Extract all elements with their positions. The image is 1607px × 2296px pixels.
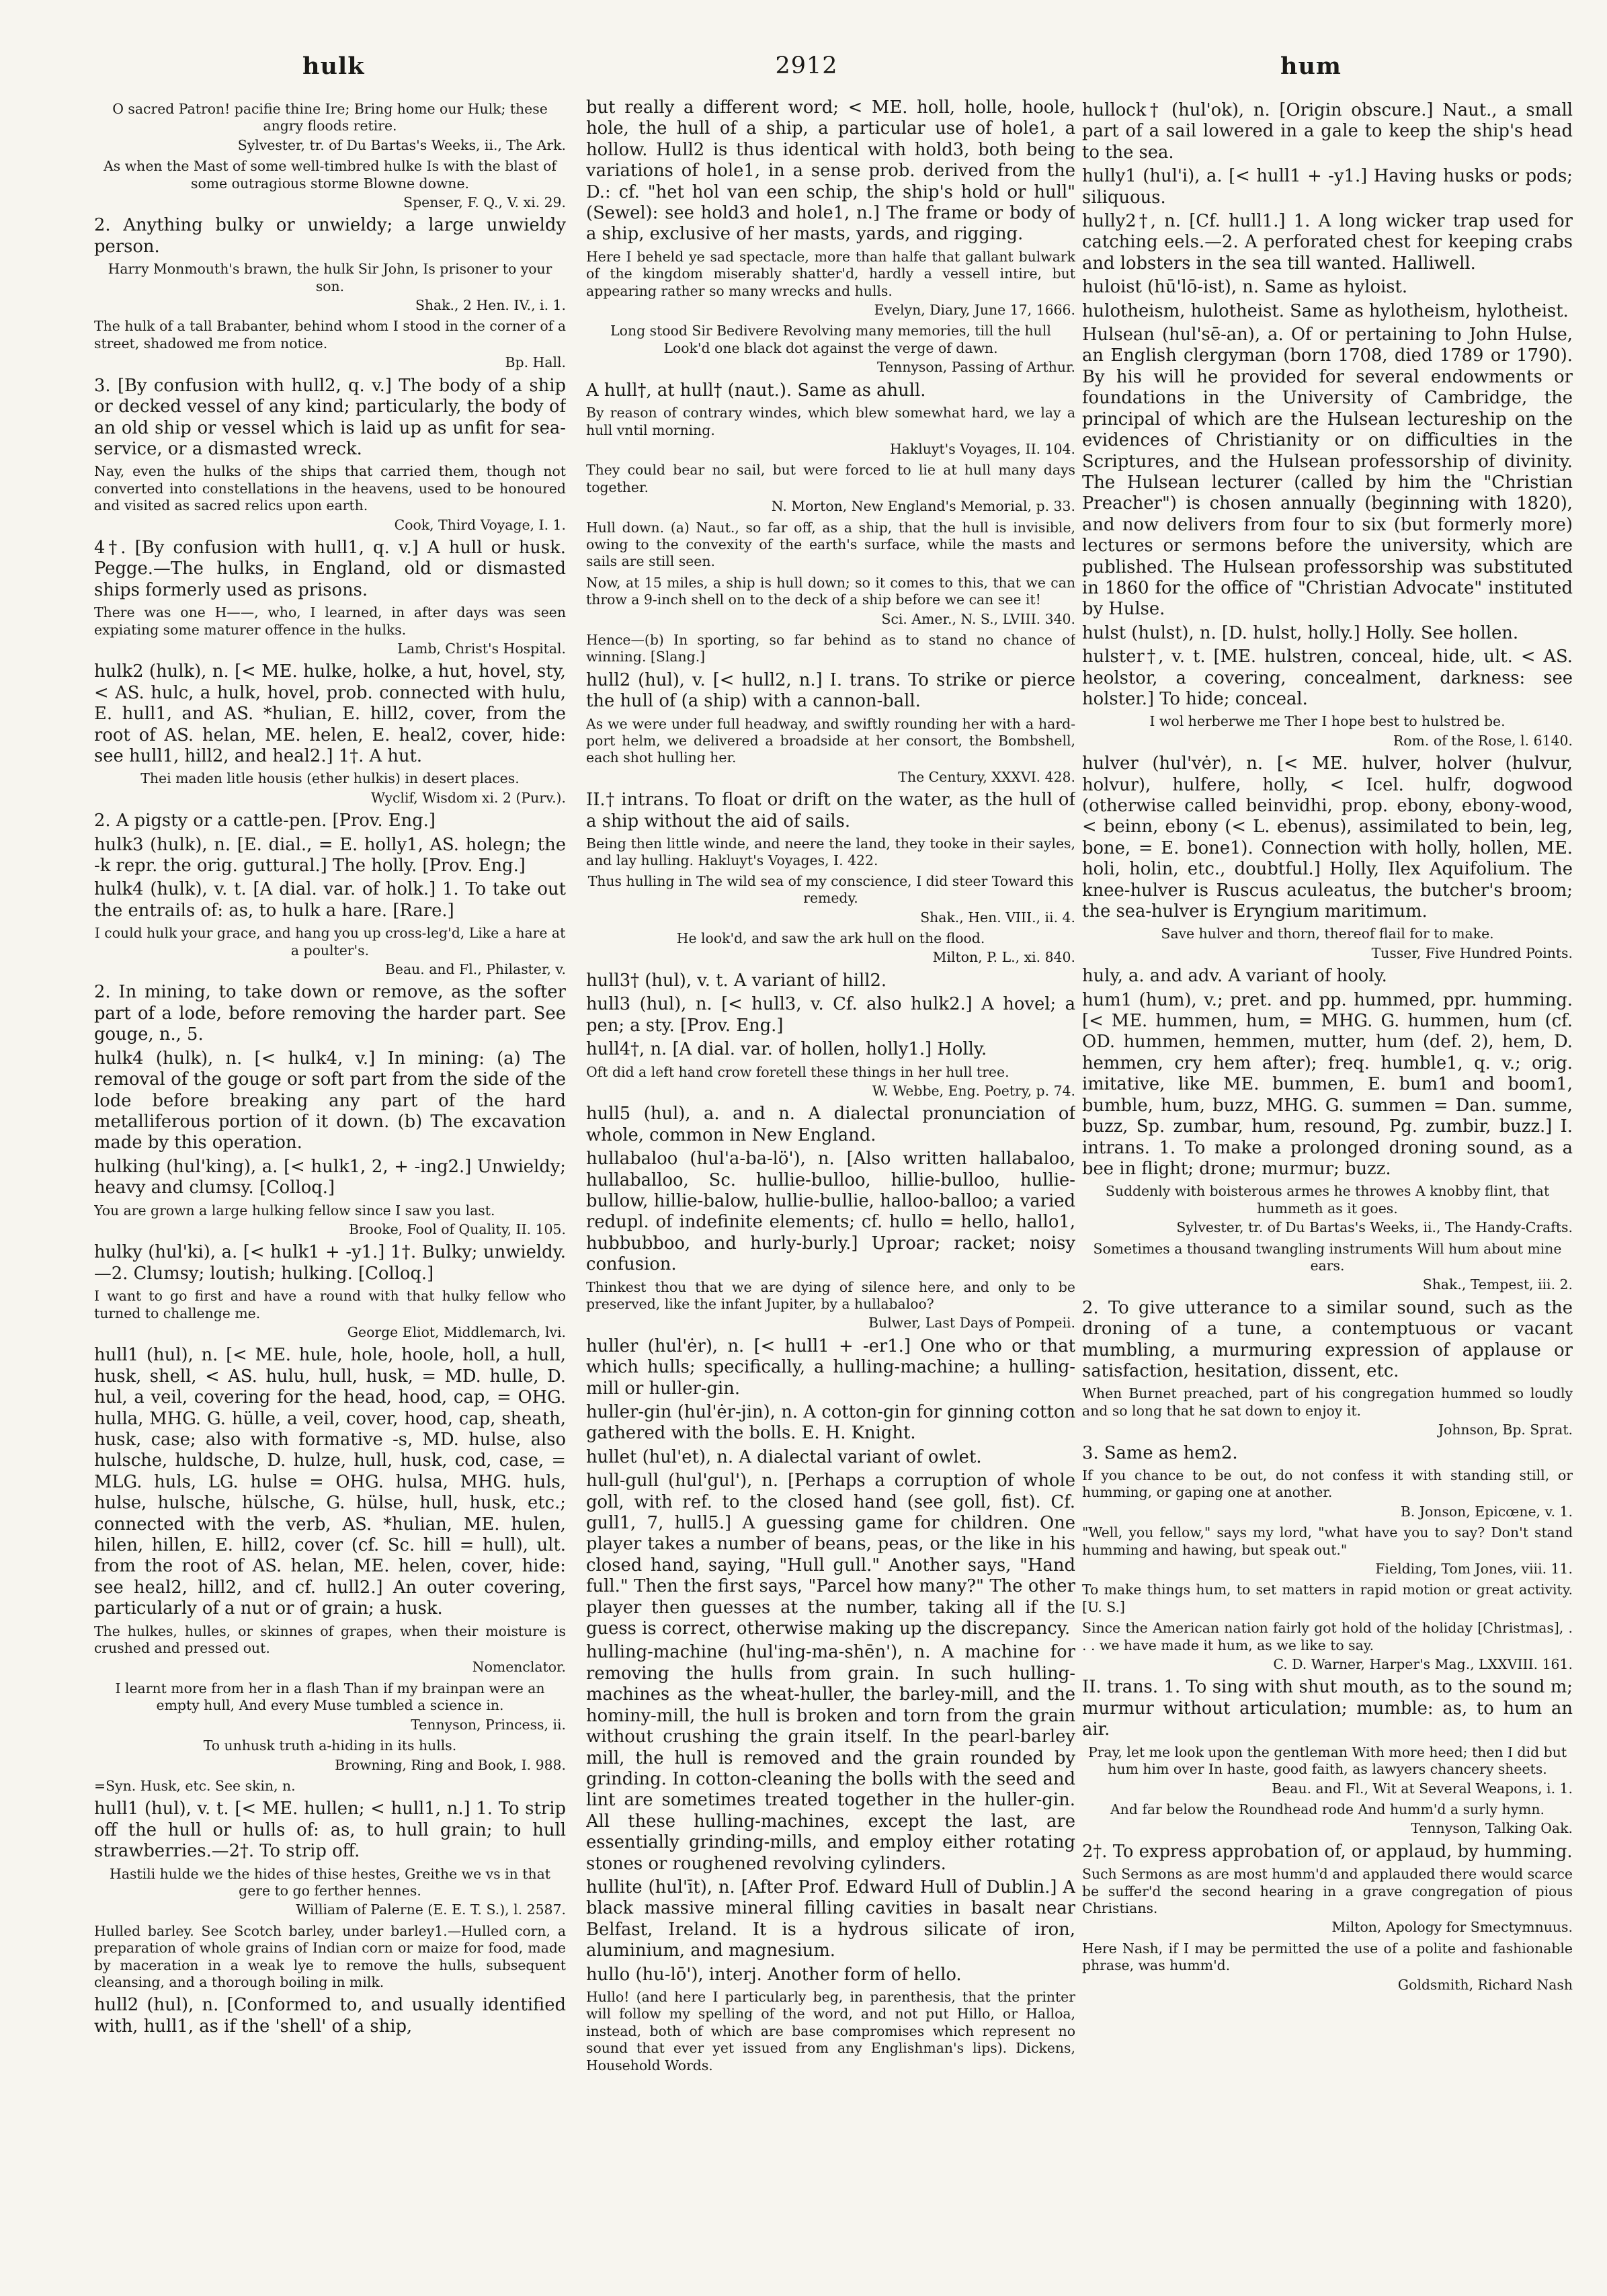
citation: Lamb, Christ's Hospital.: [397, 640, 566, 657]
citation: Shak., Hen. VIII., ii. 4.: [920, 909, 1075, 926]
verse-quotation: As when the Mast of some well-timbred hulke Is with the blast of some outragious storme Blowne downe.: [104, 158, 557, 192]
dictionary-entry: hull1 (hul), v. t. [< ME. hullen; < hull1, n.] 1. To strip off the hull or hulls of: as, to hull grain; to hull strawberries.—2†. To strip off.: [94, 1799, 566, 1862]
verse-quotation: O sacred Patron! pacifie thine Ire; Bring home our Hulk; these angry floods retire.: [112, 101, 548, 134]
column-right: [1082, 97, 1573, 2282]
right-guide-word: hum: [1280, 52, 1342, 80]
quotation: There was one H——, who, I learned, in after days was seen expiating some maturer offence in the hulks.: [94, 604, 566, 638]
entry-sense: 2. A pigsty or a cattle-pen. [Prov. Eng.]: [94, 811, 436, 831]
dictionary-entry: huller-gin (hul'ėr-jin), n. A cotton-gin for ginning cotton gathered with the bolls. E. H. Knight.: [586, 1402, 1075, 1444]
quotation: "Well, you fellow," says my lord, "what have you to say? Don't stand humming and hawing, but speak out.": [1082, 1524, 1573, 1558]
dictionary-entry: Hulsean (hul'sē-an), a. Of or pertaining to John Hulse, an English clergyman (born 1708, died 1789 or 1790). By his will he provided for several endowments or foundations in the University of Cambridge, the principal of which are the Hulsean lectureship on the evidences of Christianity or on difficulties in the Scriptures, and the Hulsean professorship of divinity. The Hulsean lecturer (called by him the "Christian Preacher") is chosen annually (beginning with 1820), and now delivers from four to six (but formerly more) lectures or sermons before the university, which are published. The Hulsean professorship was substituted in 1860 for the office of "Christian Advocate" instituted by Hulse.: [1082, 325, 1573, 620]
citation: Shak., Tempest, iii. 2.: [1422, 1276, 1573, 1293]
verse-quotation: Long stood Sir Bedivere Revolving many memories, till the hull Look'd one black dot against the verge of dawn.: [610, 323, 1051, 356]
citation: B. Jonson, Epicœne, v. 1.: [1400, 1503, 1573, 1520]
dictionary-entry: hulk4 (hulk), v. t. [A dial. var. of holk.] 1. To take out the entrails of: as, to hulk a hare. [Rare.]: [94, 879, 566, 921]
entry-sense: 3. [By confusion with hull2, q. v.] The body of a ship or decked vessel of any kind; particularly, the body of an old ship or vessel which is laid up as unfit for sea-service, or a dismasted wreck.: [94, 375, 566, 459]
entry-sense: 4†. [By confusion with hull1, q. v.] A hull or husk. Pegge.—The hulks, in England, old or dismasted ships formerly used as prisons.: [94, 537, 566, 600]
subentry-note: Hence—(b) In sporting, so far behind as to stand no chance of winning. [Slang.]: [586, 631, 1075, 665]
verse-quotation: Thus hulling in The wild sea of my conscience, I did steer Toward this remedy.: [587, 872, 1074, 907]
quotation: If you chance to be out, do not confess it with standing still, or humming, or gaping one at another.: [1082, 1467, 1573, 1501]
citation: Bp. Hall.: [505, 354, 566, 371]
dictionary-entry: hull-gull (hul'gul'), n. [Perhaps a corruption of whole goll, with ref. to the closed hand (see goll, fist). Cf. gull1, 7, hull5.] A guessing game for children. One player takes a number of beans, peas, or the like in his closed hand, saying, "Hull gull." Another says, "Hand full." Then the first says, "Parcel how many?" The other player then guesses at the number, taking all if the guess is correct, otherwise making up the discrepancy.: [586, 1471, 1075, 1639]
dictionary-entry: hull5 (hul), a. and n. A dialectal pronunciation of whole, common in New England.: [586, 1104, 1075, 1145]
dictionary-entry: hullabaloo (hul'a-ba-lö'), n. [Also written hallabaloo, hullaballoo, Sc. hullie-bulloo, hillie-bulloo, hullie-bullow, hillie-balow, hullie-bullie, halloo-balloo; a varied redupl. of indefinite elements; cf. hullo = hello, hallo1, hubbubboo, and hurly-burly.] Uproar; racket; noisy confusion.: [586, 1149, 1075, 1275]
quotation: Since the American nation fairly got hold of the holiday [Christmas], . . . we have made it hum, as we like to say.: [1082, 1620, 1573, 1653]
quotation: The hulk of a tall Brabanter, behind whom I stood in the corner of a street, shadowed me from notice.: [94, 318, 566, 352]
dictionary-entry: hulver (hul'vėr), n. [< ME. hulver, holver (hulvur, holvur), hulfere, holly, < Icel. hulfr, dogwood (otherwise called beinvidhi, prop. ebony, ebony-wood, < beinn, ebony (< L. ebenus), assimilated to bein, leg, bone, = E. bone1). Connection with holly, hollen, ME. holi, holin, etc., doubtful.] Holly, Ilex Aquifolium. The knee-hulver is Ruscus aculeatus, the butcher's broom; the sea-hulver is Eryngium maritimum.: [1082, 753, 1573, 922]
verse-quotation: Harry Monmouth's brawn, the hulk Sir John, Is prisoner to your son.: [108, 261, 552, 294]
citation: Tennyson, Princess, ii.: [411, 1716, 566, 1733]
verse-quotation: I wol herberwe me Ther I hope best to hulstred be.: [1149, 713, 1506, 730]
citation: N. Morton, New England's Memorial, p. 33.: [771, 498, 1075, 515]
entry-sense: 2. In mining, to take down or remove, as the softer part of a lode, before removing the harder part. See gouge, n., 5.: [94, 982, 566, 1045]
dictionary-entry: hulking (hul'king), a. [< hulk1, 2, + -ing2.] Unwieldy; heavy and clumsy. [Colloq.]: [94, 1156, 566, 1198]
citation: Milton, Apology for Smectymnuus.: [1331, 1919, 1573, 1936]
citation: Tusser, Five Hundred Points.: [1371, 944, 1573, 961]
citation: Hakluyt's Voyages, II. 104.: [889, 440, 1075, 457]
entry-sense: 2†. To express approbation of, or applaud, by humming.: [1082, 1841, 1573, 1862]
citation: Tennyson, Talking Oak.: [1411, 1820, 1573, 1837]
dictionary-entry: hully1 (hul'i), a. [< hull1 + -y1.] Having husks or pods; siliquous.: [1082, 166, 1573, 208]
dictionary-entry: hull2 (hul), v. [< hull2, n.] I. trans. To strike or pierce the hull of (a ship) with a cannon-ball.: [586, 669, 1075, 712]
quotation: They could bear no sail, but were forced to lie at hull many days together.: [586, 462, 1075, 495]
verse-quotation: He look'd, and saw the ark hull on the flood.: [676, 930, 985, 947]
quotation: Hullo! (and here I particularly beg, in parenthesis, that the printer will follow my spelling of the word, and not put Hillo, or Halloa, instead, both of which are base compromises which represent no sound that ever yet issued from any Englishman's lips). Dickens, Household Words.: [586, 1988, 1075, 2074]
dictionary-entry: hulk4 (hulk), n. [< hulk4, v.] In mining: (a) The removal of the gouge or soft part from the side of the lode before breaking any part of the hard metalliferous portion of it down. (b) The excavation made by this operation.: [94, 1048, 566, 1153]
column-left: [94, 97, 566, 2282]
quotation: Nay, even the hulks of the ships that carried them, though not converted into constellations in the heavens, used to be honoured and visited as sacred relics upon earth.: [94, 463, 566, 514]
citation: Cook, Third Voyage, I. 1.: [394, 516, 566, 533]
left-guide-word: hulk: [302, 52, 365, 80]
dictionary-entry: hulling-machine (hul'ing-ma-shēn'), n. A machine for removing the hulls from grain. In such hulling-machines as the wheat-huller, the barley-mill, and the hominy-mill, the hull is broken and torn from the grain without crushing the grain itself. In the pearl-barley mill, the hull is removed and the grain rounded by grinding. In cotton-cleaning the bolls with the seed and lint are sometimes treated together in the huller-gin. All these hulling-machines, except the last, are essentially grinding-mills, and employ either rotating stones or roughened revolving cylinders.: [586, 1642, 1075, 1874]
dictionary-entry: hull1 (hul), n. [< ME. hule, hole, hoole, holl, a hull, husk, shell, < AS. hulu, hull, husk, = MD. hulle, D. hul, a veil, covering for the head, hood, cap, = OHG. hulla, MHG. G. hülle, a veil, cover, hood, cap, sheath, husk, case; also with formative -s, MD. hulse, also hulsche, huldsche, D. hulze, hull, husk, cod, case, = MLG. huls, LG. hulse = OHG. hulsa, MHG. huls, hulse, hulsche, hülsche, G. hülse, hull, husk, etc.; connected with the verb, AS. *hulian, ME. hulen, hilen, hillen, E. hill2, cover (cf. Sc. hill = hull), ult. from the root of AS. helan, ME. helen, cover, hide: see heal2, hill2, and cf. hull2.] An outer covering, particularly of a nut or of grain; a husk.: [94, 1345, 566, 1619]
citation: Evelyn, Diary, June 17, 1666.: [874, 302, 1075, 319]
verse-quotation: I learnt more from her in a flash Than if my brainpan were an empty hull, And every Muse tumbled a science in.: [115, 1680, 545, 1714]
citation: Milton, P. L., xi. 840.: [932, 949, 1075, 966]
dictionary-entry: hullock† (hul'ok), n. [Origin obscure.] Naut., a small part of a sail lowered in a gale to keep the ship's head to the sea.: [1082, 100, 1573, 163]
column-middle: [586, 97, 1075, 2282]
dictionary-entry: hulotheism, hulotheist. Same as hylotheism, hylotheist.: [1082, 300, 1569, 321]
quotation: The hulkes, hulles, or skinnes of grapes, when their moisture is crushed and pressed out.: [94, 1623, 566, 1657]
subentry-note: Hulled barley. See Scotch barley, under barley1.—Hulled corn, a preparation of whole grains of Indian corn or maize for food, made by maceration in a weak lye to remove the hulls, subsequent cleansing, and a thorough boiling in milk.: [94, 1922, 566, 1990]
subentry-note: To make things hum, to set matters in rapid motion or great activity. [U. S.]: [1082, 1582, 1573, 1615]
citation: Fielding, Tom Jones, viii. 11.: [1375, 1561, 1573, 1577]
citation: The Century, XXXVI. 428.: [898, 768, 1075, 785]
entry-sense: but really a different word; < ME. holl, holle, hoole, hole, the hull of a ship, a particular use of hole1, a hollow. Hull2 is thus identical with hold3, both being variations of hole1, in a sense prob. derived from the D.: cf. "het hol van een schip, the ship's hold or hull" (Sewel): see hold3 and hole1, n.] The frame or body of a ship, exclusive of her masts, yards, and rigging.: [586, 97, 1075, 245]
quotation: Now, at 15 miles, a ship is hull down; so it comes to this, that we can throw a 9-inch shell on to the deck of a ship before we can see it!: [586, 574, 1075, 608]
citation: George Eliot, Middlemarch, lvi.: [347, 1323, 566, 1340]
dictionary-entry: hully2†, n. [Cf. hull1.] 1. A long wicker trap used for catching eels.—2. A perforated chest for keeping crabs and lobsters in the sea till wanted. Halliwell.: [1082, 211, 1573, 274]
dictionary-entry: hull3† (hul), v. t. A variant of hill2.: [586, 970, 887, 991]
citation: C. D. Warner, Harper's Mag., LXXVIII. 161.: [1273, 1656, 1573, 1673]
running-header: [0, 52, 1607, 93]
citation: Beau. and Fl., Wit at Several Weapons, i. 1.: [1272, 1780, 1573, 1797]
verse-quotation: Thei maden litle housis (ether hulkis) in desert places.: [140, 770, 520, 787]
quotation: Such Sermons as are most humm'd and applauded there would scarce be suffer'd the second hearing in a grave congregation of pious Christians.: [1082, 1866, 1573, 1916]
quotation: By reason of contrary windes, which blew somewhat hard, we lay a hull vntil morning.: [586, 405, 1075, 438]
dictionary-entry: hulk3 (hulk), n. [E. dial., = E. holly1, AS. holegn; the -k repr. the orig. guttural.] The holly. [Prov. Eng.]: [94, 834, 566, 876]
dictionary-entry: A hull†, at hull† (naut.). Same as ahull.: [586, 380, 926, 401]
citation: W. Webbe, Eng. Poetry, p. 74.: [872, 1082, 1075, 1099]
quotation: Being then little winde, and neere the land, they tooke in their sayles, and lay hulling. Hakluyt's Voyages, I. 422.: [586, 835, 1075, 869]
citation: Johnson, Bp. Sprat.: [1438, 1422, 1573, 1438]
dictionary-entry: hulster†, v. t. [ME. hulstren, conceal, hide, ult. < AS. heolstor, a covering, concealment, darkness: see holster.] To hide; conceal.: [1082, 647, 1573, 709]
entry-sense: 2. To give utterance to a similar sound, such as the droning of a tune, a contemptuous or vacant mumbling, a murmuring expression of applause or satisfaction, hesitation, dissent, etc.: [1082, 1297, 1573, 1381]
dictionary-entry: hullo (hu-lō'), interj. Another form of hello.: [586, 1964, 962, 1985]
citation: Shak., 2 Hen. IV., i. 1.: [415, 297, 566, 314]
dictionary-entry: huller (hul'ėr), n. [< hull1 + -er1.] One who or that which hulls; specifically, a hulling-machine; a hulling-mill or huller-gin.: [586, 1336, 1075, 1399]
entry-sense: 3. Same as hem2.: [1082, 1442, 1238, 1463]
citation: Wyclif, Wisdom xi. 2 (Purv.).: [370, 789, 566, 806]
dictionary-entry: hull4†, n. [A dial. var. of hollen, holly1.] Holly.: [586, 1039, 987, 1060]
dictionary-entry: hull2 (hul), n. [Conformed to, and usually identified with, hull1, as if the 'shell' of a ship,: [94, 1995, 566, 2037]
page-number: 2912: [775, 52, 838, 79]
verse-quotation: To unhusk truth a-hiding in its hulls.: [203, 1737, 457, 1754]
verse-quotation: Sometimes a thousand twangling instruments Will hum about mine ears.: [1093, 1240, 1562, 1274]
dictionary-entry: huly, a. and adv. A variant of hooly.: [1082, 966, 1387, 987]
dictionary-entry: hulk2 (hulk), n. [< ME. hulke, holke, a hut, hovel, sty, < AS. hulc, a hulk, hovel, prob. connected with hulu, E. hull1, and AS. *hulian, E. hill2, cover, from the root of AS. helan, ME. helen, E. heal2, cover, hide: see hull1, hill2, and heal2.] 1†. A hut.: [94, 661, 566, 766]
quotation: When Burnet preached, part of his congregation hummed so loudly and so long that he sat down to enjoy it.: [1082, 1385, 1573, 1419]
dictionary-entry: hull3 (hul), n. [< hull3, v. Cf. also hulk2.] A hovel; a pen; a sty. [Prov. Eng.]: [586, 994, 1075, 1036]
verse-quotation: Save hulver and thorn, thereof flail for to make.: [1161, 926, 1494, 942]
citation: Goldsmith, Richard Nash: [1397, 1976, 1573, 1993]
dictionary-entry: hullet (hul'et), n. A dialectal variant of owlet.: [586, 1446, 982, 1467]
quotation: Here Nash, if I may be permitted the use of a polite and fashionable phrase, was humm'd.: [1082, 1940, 1573, 1974]
citation: Beau. and Fl., Philaster, v.: [384, 961, 566, 978]
dictionary-entry: hullite (hul'īt), n. [After Prof. Edward Hull of Dublin.] A black massive mineral filling cavities in basalt near Belfast, Ireland. It is a hydrous silicate of iron, aluminium, and magnesium.: [586, 1877, 1075, 1961]
citation: Tennyson, Passing of Arthur.: [876, 359, 1075, 376]
citation: William of Palerne (E. E. T. S.), l. 2587.: [296, 1901, 566, 1918]
entry-sense: II. trans. 1. To sing with shut mouth, as to the sound m; murmur without articulation; mumble: as, to hum an air.: [1082, 1677, 1573, 1740]
citation: Brooke, Fool of Quality, II. 105.: [348, 1221, 566, 1237]
verse-quotation: I could hulk your grace, and hang you up cross-leg'd, Like a hare at a poulter's.: [94, 925, 566, 958]
verse-quotation: And far below the Roundhead rode And humm'd a surly hymn.: [1110, 1801, 1545, 1817]
dictionary-entry: hum1 (hum), v.; pret. and pp. hummed, ppr. humming. [< ME. hummen, hum, = MHG. G. hummen, hum (cf. OD. hummen, hemmen, mutter, hum (def. 2), hem, D. hemmen, cry hem after); freq. humble1, q. v.; orig. imitative, like ME. bummen, E. bum1 and boom1, bumble, hum, buzz, MHG. G. summen = Dan. summe, buzz, Sp. zumbar, hum, resound, Pg. zumbir, buzz.] I. intrans. 1. To make a prolonged droning sound, as a bee in flight; drone; murmur; buzz.: [1082, 989, 1573, 1179]
citation: Sci. Amer., N. S., LVIII. 340.: [881, 610, 1075, 627]
citation: Nomenclator.: [472, 1659, 566, 1676]
verse-quotation: Suddenly with boisterous armes he throwes A knobby flint, that hummeth as it goes.: [1105, 1183, 1550, 1217]
citation: Sylvester, tr. of Du Bartas's Weeks, ii., The Ark.: [237, 136, 566, 153]
citation: Sylvester, tr. of Du Bartas's Weeks, ii., The Handy-Crafts.: [1176, 1219, 1573, 1236]
dictionary-entry: hulky (hul'ki), a. [< hulk1 + -y1.] 1†. Bulky; unwieldy.—2. Clumsy; loutish; hulking. [Colloq.]: [94, 1242, 566, 1284]
verse-quotation: Pray, let me look upon the gentleman With more heed; then I did but hum him over In haste, good faith, as lawyers chancery sheets.: [1087, 1744, 1567, 1778]
subentry-note: Hull down. (a) Naut., so far off, as a ship, that the hull is invisible, owing to the convexity of the earth's surface, while the masts and sails are still seen.: [586, 519, 1075, 570]
quotation: Oft did a left hand crow foretell these things in her hull tree.: [586, 1063, 1009, 1080]
quotation: As we were under full headway, and swiftly rounding her with a hard-port helm, we delivered a broadside at her consort, the Bombshell, each shot hulling her.: [586, 715, 1075, 766]
verse-quotation: Hastili hulde we the hides of thise hestes, Greithe we vs in that gere to go ferther hennes.: [110, 1865, 550, 1899]
subentry-note: =Syn. Husk, etc. See skin, n.: [94, 1777, 296, 1794]
quotation: You are grown a large hulking fellow since I saw you last.: [94, 1202, 495, 1219]
entry-sense: 2. Anything bulky or unwieldy; a large unwieldy person.: [94, 215, 566, 257]
citation: Rom. of the Rose, l. 6140.: [1393, 732, 1573, 749]
citation: Spenser, F. Q., V. xi. 29.: [403, 194, 566, 211]
dictionary-entry: huloist (hū'lō-ist), n. Same as hyloist.: [1082, 277, 1408, 298]
quotation: Here I beheld ye sad spectacle, more than halfe that gallant bulwark of the kingdom miserably shatter'd, hardly a vessell intire, but appearing rather so many wrecks and hulls.: [586, 248, 1075, 299]
quotation: I want to go first and have a round with that hulky fellow who turned to challenge me.: [94, 1288, 566, 1321]
citation: Bulwer, Last Days of Pompeii.: [868, 1315, 1075, 1331]
citation: Browning, Ring and Book, I. 988.: [335, 1756, 566, 1773]
quotation: Thinkest thou that we are dying of silence here, and only to be preserved, like the infant Jupiter, by a hullabaloo?: [586, 1278, 1075, 1312]
dictionary-entry: hulst (hulst), n. [D. hulst, holly.] Holly. See hollen.: [1082, 622, 1519, 643]
entry-sense: II.† intrans. To float or drift on the water, as the hull of a ship without the aid of sails.: [586, 790, 1075, 831]
